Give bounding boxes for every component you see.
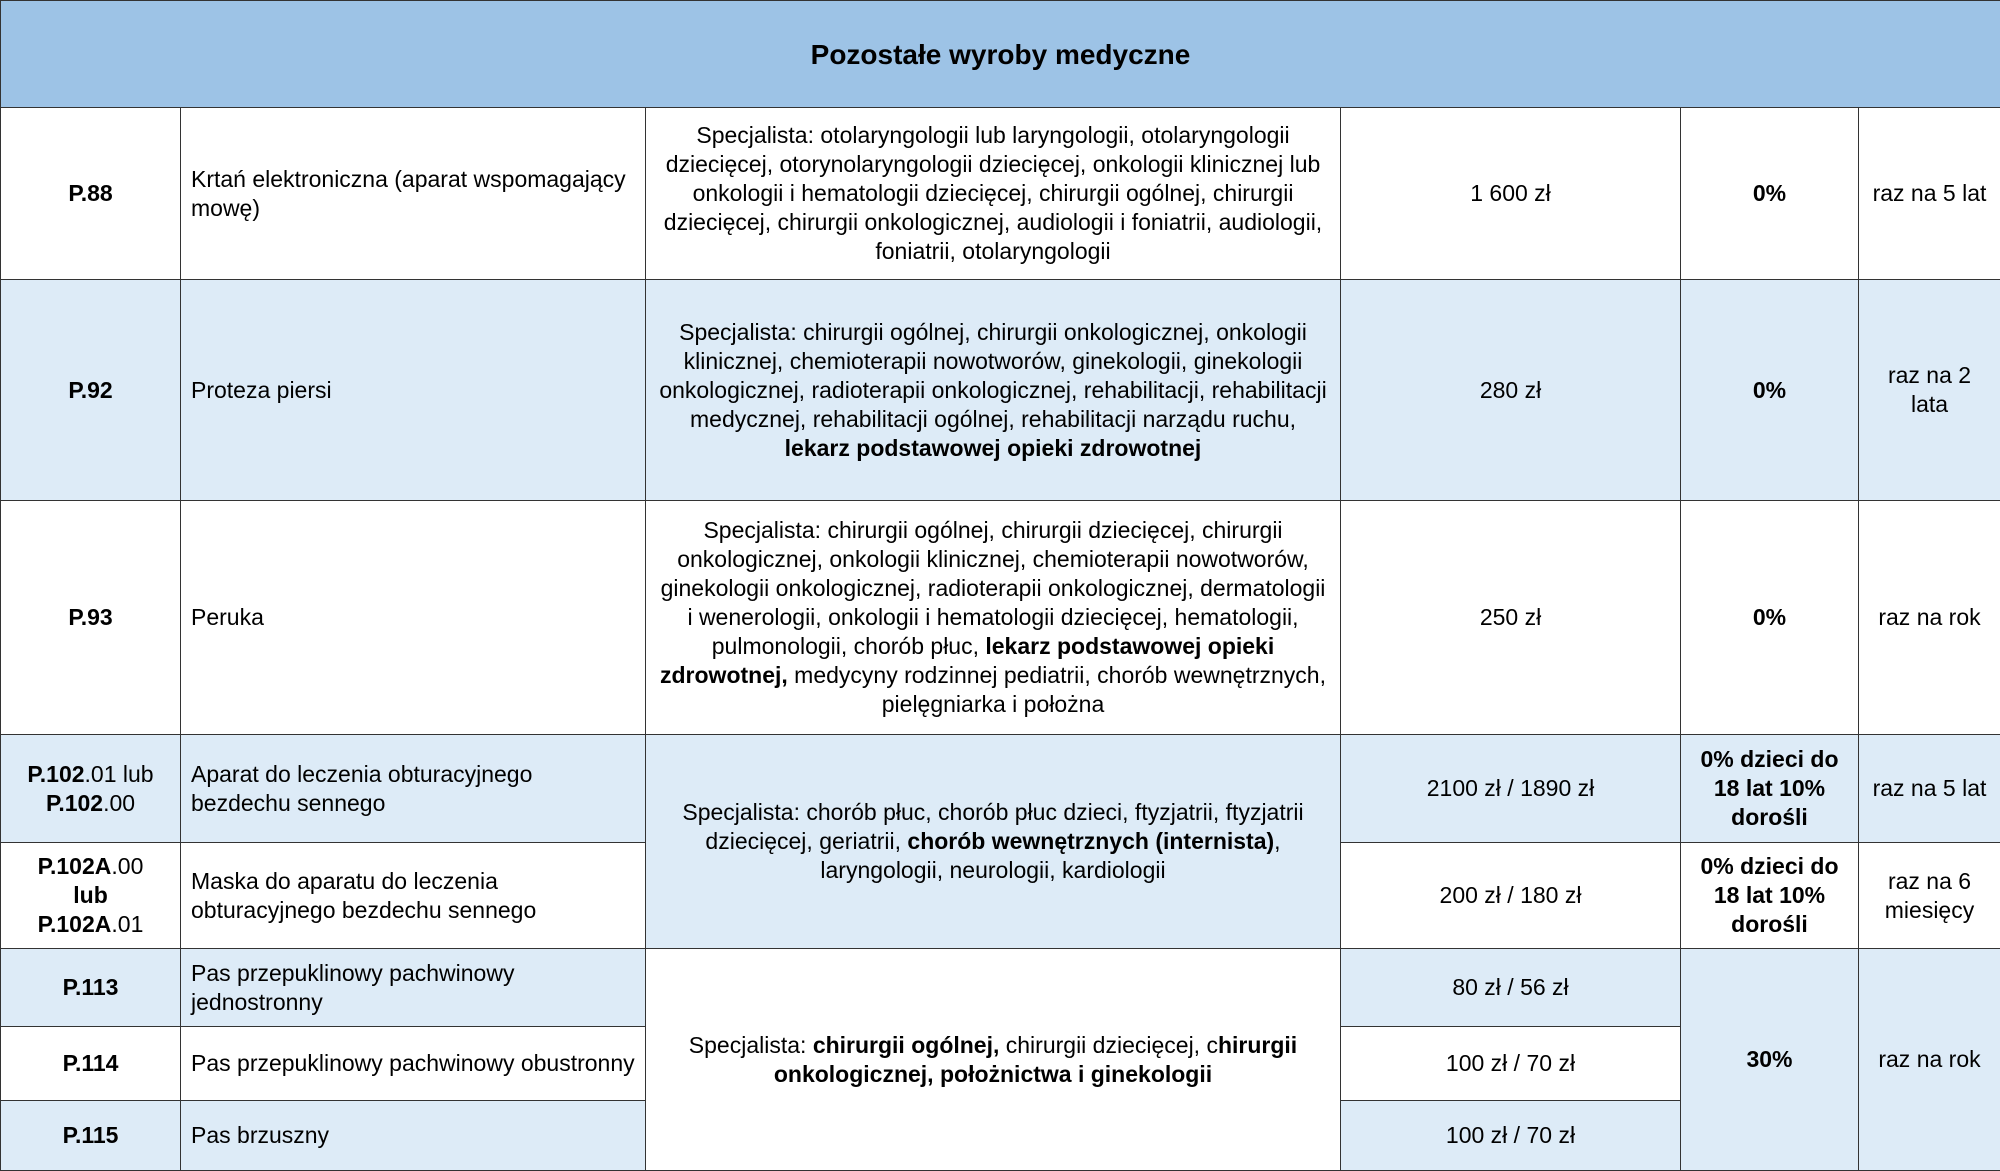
frequency: raz na rok: [1859, 501, 2000, 735]
price-limit: 2100 zł / 1890 zł: [1341, 735, 1681, 843]
code-suffix: .01: [111, 911, 143, 937]
code-part: lub: [73, 882, 108, 908]
frequency: raz na 2 lata: [1859, 280, 2000, 501]
price-limit: 280 zł: [1341, 280, 1681, 501]
prescriber-specialists: [646, 735, 1341, 949]
product-code: P.115: [1, 1101, 181, 1171]
copayment: 30%: [1681, 949, 1859, 1171]
table-title: Pozostałe wyroby medyczne: [1, 1, 2000, 108]
product-name: Krtań elektroniczna (aparat wspomagający mowę): [181, 108, 646, 280]
product-code: P.114: [1, 1027, 181, 1101]
prescriber-specialists: [646, 501, 1341, 735]
product-name: Peruka: [181, 501, 646, 735]
product-name: Maska do aparatu do leczenia obturacyjnego bezdechu sennego: [181, 843, 646, 949]
copayment: 0%: [1681, 108, 1859, 280]
specialists-emphasis: hirurgii onkologicznej, położnictwa i ginekologii: [774, 1032, 1297, 1087]
product-code: [1, 735, 181, 843]
code-part: P.102A: [38, 911, 112, 937]
price-limit: 1 600 zł: [1341, 108, 1681, 280]
table-row: [1, 501, 2000, 735]
price-limit: 250 zł: [1341, 501, 1681, 735]
specialists-text: Specjalista: chirurgii ogólnej, chirurgii dziecięcej, chirurgii onkologicznej, onkologii klinicznej, chemioterapii nowotworów, ginekologii onkologicznej, radioterapii onkologicznej, dermatologii i wenerologii, onkologii i hematologii dziecięcej, hematologii, pulmonologii, chorób płuc,: [661, 517, 1326, 659]
table-row: [1, 735, 2000, 843]
specialists-text-continued: chirurgii dziecięcej, c: [1006, 1032, 1218, 1058]
specialists-text: Specjalista:: [689, 1032, 807, 1058]
price-limit: 80 zł / 56 zł: [1341, 949, 1681, 1027]
frequency: raz na 6 miesięcy: [1859, 843, 2000, 949]
product-code: P.88: [1, 108, 181, 280]
prescriber-specialists: [646, 949, 1341, 1171]
price-limit: 200 zł / 180 zł: [1341, 843, 1681, 949]
code-suffix: .00: [103, 790, 135, 816]
product-code: P.113: [1, 949, 181, 1027]
frequency: raz na rok: [1859, 949, 2000, 1171]
product-code: P.92: [1, 280, 181, 501]
specialists-emphasis: lekarz podstawowej opieki zdrowotnej: [785, 435, 1202, 461]
copayment: 0%: [1681, 280, 1859, 501]
copayment: 0% dzieci do 18 lat 10% dorośli: [1681, 843, 1859, 949]
product-name: Proteza piersi: [181, 280, 646, 501]
copayment: 0% dzieci do 18 lat 10% dorośli: [1681, 735, 1859, 843]
code-part: P.102A: [38, 853, 112, 879]
specialists-text: Specjalista: chirurgii ogólnej, chirurgii onkologicznej, onkologii klinicznej, chemioterapii nowotworów, ginekologii, ginekologii onkologicznej, radioterapii onkologicznej, rehabilitacji, rehabilitacji medycznej, rehabilitacji ogólnej, rehabilitacji narządu ruchu,: [659, 319, 1326, 432]
specialists-text-continued: medycyny rodzinnej pediatrii, chorób wewnętrznych, pielęgniarka i położna: [794, 662, 1326, 717]
specialists-text: Specjalista: chorób płuc, chorób płuc dzieci, ftyzjatrii, ftyzjatrii dziecięcej, geriatrii,: [682, 799, 1303, 854]
product-name: Pas brzuszny: [181, 1101, 646, 1171]
price-limit: 100 zł / 70 zł: [1341, 1027, 1681, 1101]
specialists-emphasis: chorób wewnętrznych (internista): [907, 828, 1274, 854]
table-row: [1, 108, 2000, 280]
product-name: Aparat do leczenia obturacyjnego bezdechu sennego: [181, 735, 646, 843]
table-row: [1, 949, 2000, 1027]
specialists-text-continued: , laryngologii, neurologii, kardiologii: [820, 828, 1280, 883]
price-limit: 100 zł / 70 zł: [1341, 1101, 1681, 1171]
specialists-emphasis: chirurgii ogólnej,: [813, 1032, 1000, 1058]
product-code: [1, 843, 181, 949]
copayment: 0%: [1681, 501, 1859, 735]
product-name: Pas przepuklinowy pachwinowy jednostronny: [181, 949, 646, 1027]
prescriber-specialists: [646, 280, 1341, 501]
code-suffix: .01 lub: [85, 761, 154, 787]
frequency: raz na 5 lat: [1859, 108, 2000, 280]
code-part: P.102: [27, 761, 84, 787]
frequency: raz na 5 lat: [1859, 735, 2000, 843]
code-part: P.102: [46, 790, 103, 816]
specialists-emphasis: lekarz podstawowej opieki zdrowotnej,: [660, 633, 1274, 688]
table-row: [1, 280, 2000, 501]
product-name: Pas przepuklinowy pachwinowy obustronny: [181, 1027, 646, 1101]
product-code: P.93: [1, 501, 181, 735]
prescriber-specialists: Specjalista: otolaryngologii lub laryngologii, otolaryngologii dziecięcej, otorynolaryngologii dziecięcej, onkologii klinicznej lub onkologii i hematologii dziecięcej, chirurgii ogólnej, chirurgii dziecięcej, chirurgii onkologicznej, audiologii i foniatrii, audiologii, foniatrii, otolaryngologii: [646, 108, 1341, 280]
code-suffix: .00: [111, 853, 143, 879]
